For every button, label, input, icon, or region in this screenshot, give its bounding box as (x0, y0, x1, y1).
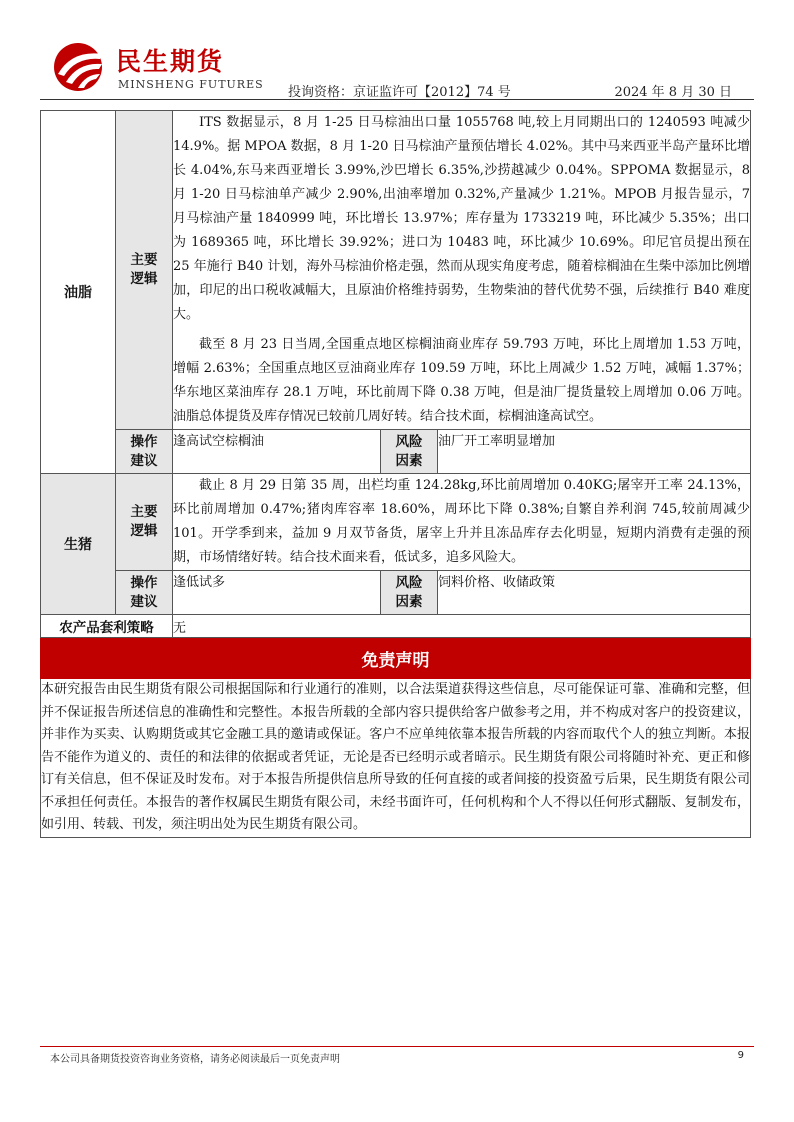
category-oil: 油脂 (41, 111, 116, 474)
hog-op-row (41, 571, 751, 615)
arbitrage-row (41, 615, 751, 638)
disclaimer-body-row (41, 679, 751, 838)
header-divider (40, 99, 754, 100)
arbitrage-value: 无 (173, 615, 751, 638)
brand-name-en: MINSHENG FUTURES (118, 78, 264, 91)
disclaimer-title-row (41, 638, 751, 679)
footer-note: 本公司具备期货投资咨询业务资格，请务必阅读最后一页免责声明 (50, 1054, 340, 1065)
arbitrage-label: 农产品套利策略 (41, 615, 173, 638)
oil-op-row (41, 430, 751, 474)
report-date: 2024 年 8 月 30 日 (614, 85, 732, 100)
oil-logic-text (173, 111, 751, 430)
hog-logic-label: 主要 逻辑 (116, 474, 173, 571)
hog-op-label: 操作 建议 (116, 571, 173, 615)
oil-op-label: 操作 建议 (116, 430, 173, 474)
hog-logic-text (173, 474, 751, 571)
page-number: 9 (737, 1050, 744, 1061)
oil-op-value: 逢高试空棕榈油 (173, 430, 381, 474)
brand-name-cn: 民生期货 (116, 47, 225, 76)
hog-logic-row (41, 474, 751, 571)
oil-risk-label: 风险 因素 (381, 430, 438, 474)
page-header (40, 36, 754, 102)
hog-op-value: 逢低试多 (173, 571, 381, 615)
license-text: 投询资格：京证监许可【2012】74 号 (288, 85, 511, 100)
hog-paragraph-1: 截止 8 月 29 日第 35 周，出栏均重 124.28kg,环比前周增加 0.40KG;屠宰开工率 24.13%，环比前周增加 0.47%;猪肉库容率 18.60%，周环比下降 0.38%;自繁自养利润 745,较前周减少 101。开学季到来，益加 9 月双节备货，屠宰上升并且冻品库存去化明显，短期内消费有走强的预期，市场情绪好转。结合技术面来看，低试多，追多风险大。 (173, 478, 751, 565)
oil-logic-row (41, 111, 751, 430)
footer-divider (40, 1046, 754, 1047)
disclaimer-title: 免责声明 (41, 638, 751, 679)
oil-logic-label: 主要 逻辑 (116, 111, 173, 430)
oil-paragraph-1: ITS 数据显示，8 月 1-25 日马棕油出口量 1055768 吨,较上月同期出口的 1240593 吨减少 14.9%。据 MPOA 数据，8 月 1-20 日马棕油产量预估增长 4.02%。其中马来西亚半岛产量环比增长 4.04%,东马来西亚增长 3.99%,沙巴增长 6.35%,沙捞越减少 0.04%。SPPOMA 数据显示，8 月 1-20 日马棕油单产减少 2.90%,出油率增加 0.32%,产量减少 1.21%。MPOB 月报告显示，7 月马棕油产量 1840999 吨，环比增长 13.97%；库存量为 1733219 吨，环比减少 5.35%；出口为 1689365 吨，环比增长 39.92%；进口为 10483 吨，环比减少 10.69%。印尼官员提出预在 25 年施行 B40 计划，海外马棕油价格走强，然而从现实角度考虑，随着棕榈油在生柴中添加比例增加，印尼的出口税收减幅大，且原油价格维持弱势，生物柴油的替代优势不强，后续推行 B40 难度大。 (173, 115, 751, 322)
hog-risk-label: 风险 因素 (381, 571, 438, 615)
disclaimer-text: 本研究报告由民生期货有限公司根据国际和行业通行的准则，以合法渠道获得这些信息，尽可能保证可靠、准确和完整，但并不保证报告所述信息的准确性和完整性。本报告所载的全部内容只提供给客户做参考之用，并不构成对客户的投资建议，并非作为买卖、认购期货或其它金融工具的邀请或保证。客户不应单纯依靠本报告所载的内容而取代个人的独立判断。本报告不能作为道义的、责任的和法律的依据或者凭证，无论是否已经明示或者暗示。民生期货有限公司将随时补充、更正和修订有关信息，但不保证及时发布。对于本报告所提供信息所导致的任何直接的或者间接的投资盈亏后果，民生期货有限公司不承担任何责任。本报告的著作权属民生期货有限公司，未经书面许可，任何机构和个人不得以任何形式翻版、复制发布，如引用、转载、刊发，须注明出处为民生期货有限公司。 (41, 679, 751, 838)
category-hog: 生猪 (41, 474, 116, 615)
hog-risk-value: 饲料价格、收储政策 (438, 571, 751, 615)
minsheng-logo (50, 40, 108, 92)
analysis-table (40, 110, 751, 838)
oil-risk-value: 油厂开工率明显增加 (438, 430, 751, 474)
oil-paragraph-2: 截至 8 月 23 日当周,全国重点地区棕榈油商业库存 59.793 万吨，环比上周增加 1.53 万吨，增幅 2.63%；全国重点地区豆油商业库存 109.59 万吨，环比上周减少 1.52 万吨，减幅 1.37%；华东地区菜油库存 28.1 万吨，环比前周下降 0.38 万吨，但是油厂提货量较上周增加 0.06 万吨。油脂总体提货及库存情况已较前几周好转。结合技术面，棕榈油逢高试空。 (173, 337, 751, 424)
